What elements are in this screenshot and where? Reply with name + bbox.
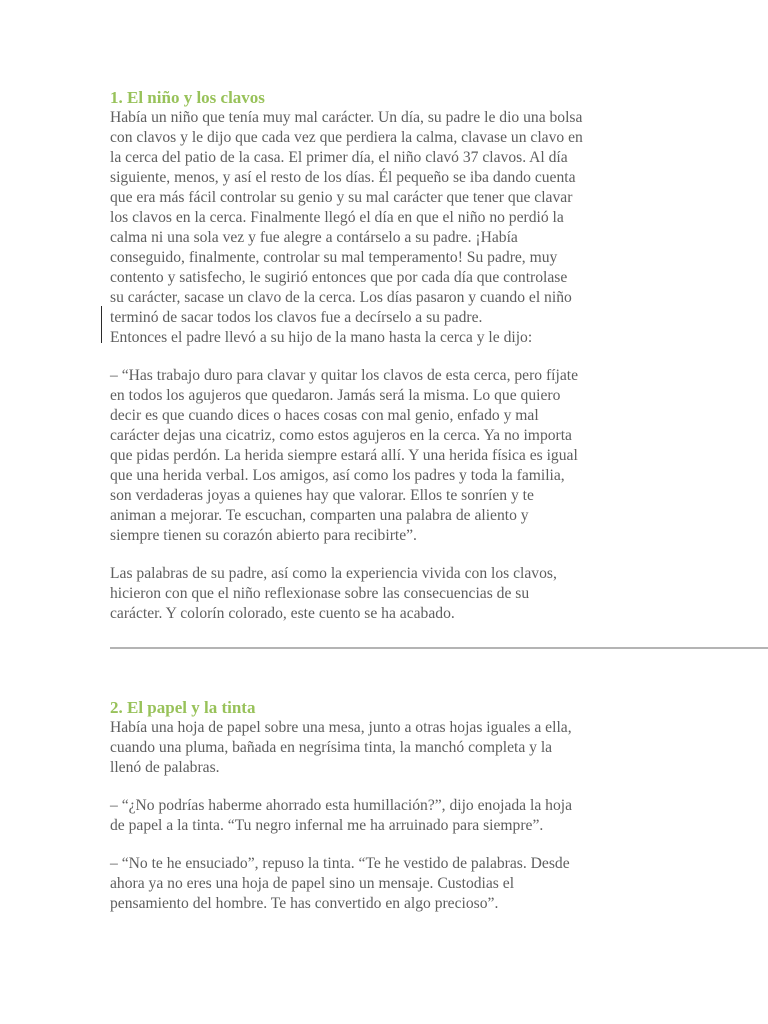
story-paragraph: Había un niño que tenía muy mal carácter. Un día, su padre le dio una bolsa con clavos y le dijo que cada vez que perdiera la calma, clavase un clavo en la cerca del patio de la casa. El primer día, el niño clavó 37 clavos. Al día siguiente, menos, y así el resto de los días. Él pequeño se iba dando cuenta que era más fácil controlar su genio y su mal carácter que tener que clavar los clavos en la cerca. Finalmente llegó el día en que el niño no perdió la calma ni una sola vez y fue alegre a contárselo a su padre. ¡Había conseguido, finalmente, controlar su mal temperamento! Su padre, muy contento y satisfecho, le sugirió entonces que por cada día que controlase su carácter, sacase un clavo de la cerca. Los días pasaron y cuando el niño terminó de sacar todos los clavos fue a decírselo a su padre. Entonces el padre llevó a su hijo de la mano hasta la cerca y le dijo: (110, 109, 583, 346)
text-cursor (101, 306, 102, 343)
paragraph-gap (110, 546, 662, 564)
story-title: 1. El niño y los clavos (110, 88, 265, 107)
story-el-papel-y-la-tinta (110, 697, 662, 914)
story-el-nino-y-los-clavos (110, 87, 662, 624)
paragraph-gap (110, 836, 662, 854)
story-paragraph: – “Has trabajo duro para clavar y quitar los clavos de esta cerca, pero fíjate en todos los agujeros que quedaron. Jamás será la misma. Lo que quiero decir es que cuando dices o haces cosas con mal genio, enfado y mal carácter dejas una cicatriz, como estos agujeros en la cerca. Ya no importa que pidas perdón. La herida siempre estará allí. Y una herida física es igual que una herida verbal. Los amigos, así como los padres y toda la familia, son verdaderas joyas a quienes hay que valorar. Ellos te sonríen y te animan a mejorar. Te escuchan, comparten una palabra de aliento y siempre tienen su corazón abierto para recibirte”. (110, 367, 579, 544)
story-paragraph: – “¿No podrías haberme ahorrado esta humillación?”, dijo enojada la hoja de papel a la tinta. “Tu negro infernal me ha arruinado para siempre”. (110, 797, 573, 834)
story-paragraph: – “No te he ensuciado”, repuso la tinta. “Te he vestido de palabras. Desde ahora ya no eres una hoja de papel sino un mensaje. Custodias el pensamiento del hombre. Te has convertido en algo precioso”. (110, 855, 570, 912)
story-paragraph: Las palabras de su padre, así como la experiencia vivida con los clavos, hicieron con que el niño reflexionase sobre las consecuencias de su carácter. Y colorín colorado, este cuento se ha acabado. (110, 565, 557, 622)
horizontal-separator (110, 647, 768, 649)
story-paragraph: Había una hoja de papel sobre una mesa, junto a otras hojas iguales a ella, cuando una pluma, bañada en negrísima tinta, la manchó completa y la llenó de palabras. (110, 719, 572, 776)
paragraph-gap (110, 348, 662, 366)
paragraph-gap (110, 778, 662, 796)
story-title: 2. El papel y la tinta (110, 698, 256, 717)
